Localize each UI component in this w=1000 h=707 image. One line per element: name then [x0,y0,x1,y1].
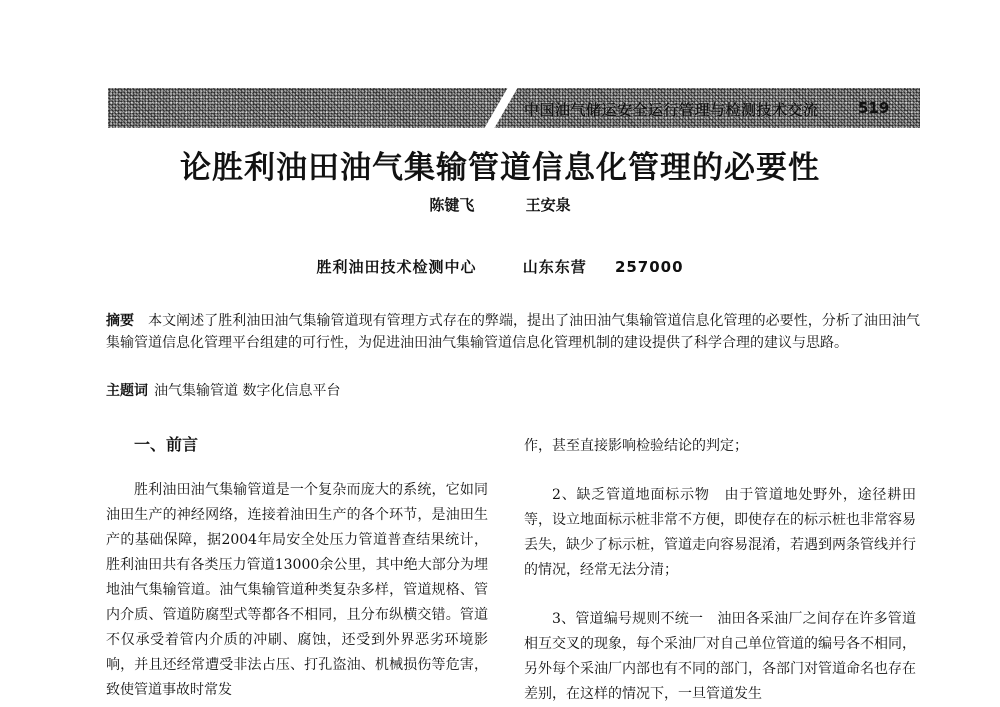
keywords-text: 油气集输管道 数字化信息平台 [154,383,341,399]
paper-title: 论胜利油田油气集输管道信息化管理的必要性 [180,150,820,186]
body-paragraph: 胜利油田油气集输管道是一个复杂而庞大的系统，它如同油田生产的神经网络，连接着油田生产的各个环节，是油田生产的基础保障，据2004年局安全处压力管道普查结果统计，胜利油田共有各类压力管道13000余公里，其中绝大部分为埋地油气集输管道。油气集输管道种类复杂多样，管道规格、管内介质、管道防腐型式等都各不相同，且分布纵横交错。管道不仅承受着管内介质的冲刷、腐蚀，还受到外界恶劣环境影响，并且还经常遭受非法占压、打孔盗油、机械损伤等危害，致使管道事故时常发 [106,482,488,698]
section-heading: 一、前言 [134,435,199,454]
authors [0,194,1000,215]
affiliation-city: 山东东营 [522,258,587,276]
affiliation-postcode: 257000 [614,258,684,276]
keywords-label: 主题词 [106,383,148,399]
body-paragraph: 2、缺乏管道地面标示物 由于管道地处野外，途径耕田等，设立地面标示桩非常不方便，即使存在的标示桩也非常容易丢失，缺少了标示桩，管道走向容易混淆，若遇到两条管线并行的情况，经常无法分清； [524,487,916,578]
abstract-label: 摘要 [106,313,135,329]
page-number: 519 [858,99,890,117]
journal-title: 中国油气储运安全运行管理与检测技术交流 [524,101,819,119]
abstract [106,310,920,354]
abstract-text: 本文阐述了胜利油田油气集输管道现有管理方式存在的弊端，提出了油田油气集输管道信息化管理的必要性，分析了油田油气集输管道信息化管理平台组建的可行性，为促进油田油气集输管道信息化管理机制的建设提供了科学合理的建议与思路。 [106,313,921,351]
left-column [106,478,488,703]
affiliation-org: 胜利油田技术检测中心 [316,258,477,276]
right-column [524,434,916,707]
affiliation [0,256,1000,277]
body-paragraph: 3、管道编号规则不统一 油田各采油厂之间存在许多管道相互交叉的现象，每个采油厂对自己单位管道的编号各不相同，另外每个采油厂内部也有不同的部门，各部门对管道命名也存在差别，在这样的情况下，一旦管道发生 [524,611,916,702]
body-paragraph: 作，甚至直接影响检验结论的判定； [524,438,748,454]
author-name: 王安泉 [525,196,571,214]
author-name: 陈键飞 [429,196,475,214]
keywords [106,380,920,402]
